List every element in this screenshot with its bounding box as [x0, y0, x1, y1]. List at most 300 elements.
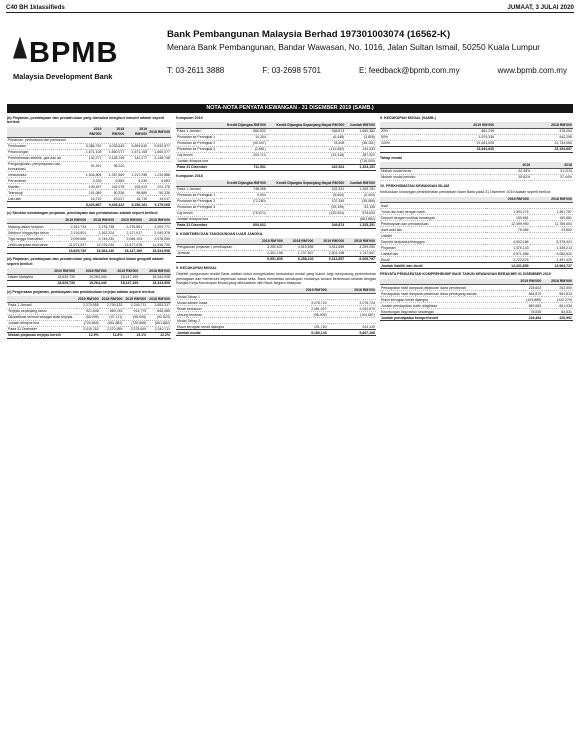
- total-cell: [7, 202, 80, 208]
- table-cell: (716,000): [345, 159, 376, 165]
- table-cell: Pada 1 Januari: [176, 129, 221, 135]
- column-header: 2018 RM'000: [87, 218, 115, 224]
- table-cell: 2,040,378: [143, 230, 171, 236]
- total-cell: Jumlah modal: [176, 330, 279, 336]
- table-cell: (720,846): [123, 320, 147, 326]
- column-header: Kredit Dijangka RM'000: [221, 180, 267, 186]
- total-cell: 8,423,667: [80, 202, 103, 208]
- table-cell: (561,882): [100, 320, 124, 326]
- table-cell: 78,530: [512, 309, 543, 315]
- table-cell: 560,632: [221, 129, 267, 135]
- table-cell: 2,240,711: [123, 302, 147, 308]
- table-cell: 19,264,440: [76, 274, 108, 280]
- total-cell: Nisbah pinjaman terjejas bersih: [7, 332, 76, 338]
- table-cell: (720,846): [76, 320, 100, 326]
- telephone: T: 03-2611 3888: [167, 66, 225, 75]
- total-cell: 609,632: [221, 223, 267, 229]
- total-cell: [7, 248, 59, 254]
- total-row: [7, 202, 171, 208]
- table-cell: 1,217,298: [125, 172, 148, 178]
- table-cell: Pertanian, perhutanan dan perikanan: [7, 137, 80, 143]
- financial-table: [7, 296, 171, 339]
- total-cell: 19,264,440: [87, 248, 115, 254]
- table-cell: 105,023: [125, 184, 148, 190]
- table-cell: 1,660,382: [345, 129, 376, 135]
- note-section: [176, 116, 376, 171]
- table-cell: 23,652: [530, 227, 573, 233]
- note-heading: Kumpulan 2019: [176, 116, 203, 120]
- total-cell: 18,344,908: [139, 280, 171, 286]
- table-cell: 942,298: [495, 135, 573, 141]
- table-cell: 1,544,804: [80, 172, 103, 178]
- total-cell: 6,258,102: [284, 257, 315, 263]
- table-cell: 10,254: [221, 135, 267, 141]
- financial-table: [7, 268, 171, 287]
- column-header: 2019 RM'000: [44, 268, 76, 274]
- table-cell: Pembiayaan dan pendahuluan: [380, 221, 486, 227]
- table-cell: 348,874: [267, 129, 345, 135]
- table-cell: 18,629,730: [44, 274, 76, 280]
- column-header: 2019 RM'000: [77, 296, 99, 301]
- fax: F: 03-2698 5701: [262, 66, 321, 75]
- table-cell: (92,523): [147, 314, 171, 320]
- table-cell: Liabiliti: [380, 233, 486, 239]
- table-cell: Jumlah dihapus kira: [176, 217, 221, 223]
- table-cell: Modal Tahap 1: [176, 294, 279, 300]
- column-header: 2019: [490, 162, 532, 168]
- table-cell: 9,082,620: [530, 251, 573, 257]
- column-header: Jumlah RM'000: [345, 180, 376, 186]
- table-cell: 5,375,924: [530, 239, 573, 245]
- financial-table: [380, 279, 573, 322]
- table-cell: 16,719: [80, 196, 103, 202]
- table-cell: 50,336: [148, 190, 171, 196]
- total-cell: 8,156,161: [125, 202, 148, 208]
- total-row: [7, 332, 171, 338]
- table-cell: Jumlah dihapus kira: [7, 320, 76, 326]
- table-cell: 5,239: [125, 178, 148, 184]
- table-cell: 1,747,547: [345, 251, 376, 257]
- table-cell: 1,394,176: [486, 209, 529, 215]
- table-cell: 150,681: [530, 215, 573, 221]
- table-cell: 5,239: [80, 178, 103, 184]
- table-cell: 1,660,077: [148, 149, 171, 155]
- notes-column-3: [380, 116, 573, 324]
- total-cell: Pada 31 Disember: [176, 223, 221, 229]
- column-header: 2018 RM'000: [149, 296, 170, 301]
- total-cell: 12.9%: [76, 332, 100, 338]
- table-cell: 18,147,169: [108, 274, 140, 280]
- table-cell: (193,889): [512, 297, 543, 303]
- table-cell: 2,127,917: [115, 230, 143, 236]
- note-section: [380, 184, 573, 269]
- table-cell: 2,749,234: [87, 236, 115, 242]
- table-cell: 16,719: [125, 196, 148, 202]
- table-cell: (2,400): [345, 193, 376, 199]
- total-cell: [176, 257, 253, 263]
- section-label: C40 BH 1klassifieds: [6, 4, 65, 11]
- column-header: 2019 RM'000: [108, 268, 140, 274]
- total-row: [380, 263, 573, 269]
- logo-wordmark: [13, 37, 157, 70]
- table-cell: Infrastruktur: [7, 172, 80, 178]
- table-cell: (104,687): [328, 312, 376, 318]
- column-header: 2018 RM'000: [143, 218, 171, 224]
- table-cell: 9,004: [221, 193, 267, 199]
- total-cell: 18,629,730: [44, 280, 76, 286]
- table-cell: 21,641,005: [417, 141, 495, 147]
- table-cell: 2,099,669: [59, 236, 87, 242]
- table-cell: Matang dalam setahun: [7, 224, 59, 230]
- table-cell: 4,902,186: [486, 239, 529, 245]
- table-cell: 1,747,547: [284, 251, 315, 257]
- column-header: 2018 RM'000: [328, 288, 376, 294]
- notes-column-2: [176, 116, 376, 339]
- table-cell: Rizab berkanun: [176, 306, 279, 312]
- table-cell: 53,195: [345, 205, 376, 211]
- total-cell: 12.2%: [147, 332, 171, 338]
- table-cell: Elaun kerugian kredit dijangka: [380, 297, 512, 303]
- table-cell: Keuntungan bagi tahun kewangan: [380, 309, 512, 315]
- notes-title: NOTA-NOTA PENYATA KEWANGAN - 31 DISEMBER 2019 (SAMB.): [7, 104, 573, 113]
- table-cell: Pendapatan hasil daripada pelaburan dana pendeposit: [380, 285, 512, 291]
- column-header: Kredit Dijangka Sepanjang Hayat RM'000: [267, 122, 345, 128]
- financial-table: [380, 197, 573, 270]
- financial-table: [380, 162, 573, 181]
- table-cell: Pelancongan: [7, 149, 80, 155]
- column-header: 2018 RM'000: [542, 279, 573, 285]
- table-cell: 150,681: [486, 215, 529, 221]
- table-cell: 1,579,336: [417, 135, 495, 141]
- table-cell: 2,341,733: [59, 224, 87, 230]
- table-cell: 1,497,420: [530, 257, 573, 263]
- table-cell: 50,336: [102, 190, 125, 196]
- table-cell: 37.44%: [531, 175, 573, 181]
- table-cell: 1,357,669: [102, 172, 125, 178]
- note-heading: 9. KECUKUPAN MODAL (SAMB.): [380, 116, 436, 120]
- table-cell: 12,076,244: [87, 242, 115, 248]
- table-cell: 98,220: [102, 161, 125, 171]
- table-cell: 101,089: [80, 190, 103, 196]
- total-cell: Jumlah liabiliti dan ekuiti: [380, 263, 486, 269]
- table-cell: Deposit dengan institusi kewangan: [380, 215, 486, 221]
- table-cell: 2,270,955: [76, 302, 100, 308]
- financial-table: [176, 122, 376, 171]
- table-cell: Setahun hingga tiga tahun: [7, 230, 59, 236]
- table-cell: (561,882): [147, 320, 171, 326]
- table-cell: -: [267, 159, 345, 165]
- table-cell: 6,899,049: [125, 143, 148, 149]
- table-cell: Modal saham biasa: [176, 300, 279, 306]
- total-cell: Jumlah pendapatan komprehensif: [380, 315, 512, 321]
- table-cell: Nisbah modal berisiko: [380, 175, 490, 181]
- table-cell: 2,276,581: [115, 224, 143, 230]
- table-cell: Pindahan ke Peringkat 2: [176, 141, 221, 147]
- table-cell: 11,677,478: [115, 242, 143, 248]
- column-header: 2019 RM'000: [486, 197, 529, 203]
- table-cell: 142,277: [80, 155, 103, 161]
- column-header: 2019 RM'000: [512, 279, 543, 285]
- total-cell: 422,524: [267, 165, 345, 171]
- total-cell: 1,325,251: [345, 223, 376, 229]
- table-cell: 107,346: [267, 199, 345, 205]
- table-cell: (97,171): [100, 314, 124, 320]
- note-heading: 8. KOMITMEN DAN TANGGUNGAN LUAR JANGKA: [176, 232, 263, 236]
- table-cell: (6,604): [267, 193, 345, 199]
- table-cell: 3,386,752: [80, 143, 103, 149]
- table-cell: 3,250,637: [253, 245, 284, 251]
- table-cell: 661,934: [542, 303, 573, 309]
- table-cell: Maritim: [7, 184, 80, 190]
- table-cell: 12,399,990: [486, 221, 529, 227]
- table-cell: 224,129: [328, 324, 376, 330]
- total-cell: 11.8%: [100, 332, 124, 338]
- bank-info: [157, 17, 573, 100]
- table-cell: Pindahan ke Peringkat 1: [176, 135, 221, 141]
- total-row: [176, 165, 376, 171]
- table-cell: Deposit daripada pelanggan: [380, 239, 486, 245]
- column-header: 2019 RM'000: [125, 296, 147, 301]
- table-cell: Elaun kerugian kredit dijangka: [176, 324, 279, 330]
- table-cell: Lain-lain: [7, 196, 80, 202]
- table-cell: Aset: [380, 203, 486, 209]
- table-cell: 142,277: [125, 155, 148, 161]
- table-cell: 2,148,748: [148, 155, 171, 161]
- financial-table: [176, 288, 376, 337]
- total-row: [176, 257, 376, 263]
- total-cell: 711,531: [221, 165, 267, 171]
- table-cell: Liabiliti lain: [380, 251, 486, 257]
- table-cell: 2,148,748: [102, 155, 125, 161]
- table-cell: (40,347): [221, 141, 267, 147]
- table-cell: 2,301,198: [314, 251, 345, 257]
- table-cell: 11,789,604: [530, 221, 573, 227]
- table-cell: 50%: [380, 135, 417, 141]
- table-cell: 6,583: [148, 178, 171, 184]
- date-label: JUMAAT, 3 JULAI 2020: [507, 4, 574, 11]
- table-cell: Lebih daripada lima tahun: [7, 242, 59, 248]
- table-row: [7, 161, 171, 171]
- column-header: 2019 RM'000: [80, 127, 103, 138]
- table-cell: Jaminan: [176, 251, 253, 257]
- table-cell: Pengaturan pinjaman / pembiayaan: [176, 245, 253, 251]
- financial-table: [176, 180, 376, 229]
- total-cell: 13.1%: [123, 332, 147, 338]
- table-cell: (35,086): [345, 199, 376, 205]
- column-header: Kredit Dijangka Sepanjang Hayat RM'000: [267, 180, 345, 186]
- financial-table: [380, 122, 573, 153]
- table-cell: 2,378,649: [123, 326, 147, 332]
- table-cell: Teknologi: [7, 190, 80, 196]
- column-header: 2018 RM'000: [148, 127, 171, 138]
- total-cell: 23,154,657: [495, 147, 573, 153]
- table-cell: [125, 161, 148, 171]
- table-cell: 2,653,317: [147, 302, 171, 308]
- table-cell: 105,457: [80, 184, 103, 190]
- table-cell: (131,652): [267, 147, 345, 153]
- total-cell: 220,991: [542, 315, 573, 321]
- column-header: 2018 RM'000: [139, 268, 171, 274]
- table-cell: 845,085: [147, 308, 171, 314]
- table-cell: 2,032,879: [328, 306, 376, 312]
- note-section: [380, 156, 573, 181]
- table-cell: (561,882): [345, 217, 376, 223]
- table-cell: 98,889: [125, 190, 148, 196]
- note-heading: Kumpulan 2018: [176, 174, 203, 178]
- table-cell: 2,162,224: [87, 230, 115, 236]
- table-cell: -: [221, 217, 267, 223]
- column-header: 2019 RM'000: [279, 288, 327, 294]
- total-cell: 216,484: [512, 315, 543, 321]
- table-cell: 2,209,771: [143, 224, 171, 230]
- table-cell: (3,808): [345, 135, 376, 141]
- note-heading: (c) Struktur kematangan pinjaman, pembiayaan dan pendahuluan adalah seperti berikut:: [7, 211, 158, 216]
- note-heading: Tahap modal: [380, 156, 402, 160]
- notes-column-1: [7, 116, 171, 342]
- total-cell: 18,629,730: [59, 248, 87, 254]
- table-cell: 1,671,108: [125, 149, 148, 155]
- total-cell: 9,175,008: [148, 202, 171, 208]
- triangle-mark-icon: [13, 37, 27, 59]
- total-cell: 6,006,797: [345, 257, 376, 263]
- table-cell: Caj bersih: [176, 153, 221, 159]
- column-header: Kredit Dijangka RM'000: [221, 122, 267, 128]
- table-cell: Pinjaman: [380, 245, 486, 251]
- table-row: [380, 175, 573, 181]
- table-header-row: [7, 127, 171, 138]
- table-cell: [148, 161, 171, 171]
- column-header: [7, 127, 80, 138]
- logo-tagline: Malaysia Development Bank: [13, 71, 113, 81]
- bpmb-logo: [7, 17, 157, 100]
- column-header: 2018: [531, 162, 573, 168]
- table-cell: Pada 31 Disember: [7, 326, 76, 332]
- table-cell: Modal Tahap 2: [176, 318, 279, 324]
- table-cell: 19,017: [148, 196, 171, 202]
- total-cell: [7, 280, 44, 286]
- note-heading: (e) Pergerakan pinjaman, pembiayaan dan pendahuluan terjejas adalah seperti berikut:: [7, 289, 156, 294]
- table-cell: Pendapatan hasil daripada pelaburan dana pemegang saham: [380, 291, 512, 297]
- table-cell: Pindahan ke Peringkat 2: [176, 199, 221, 205]
- table-cell: Nisbah modal teras: [380, 169, 490, 175]
- table-cell: 1,375,143: [486, 245, 529, 251]
- table-cell: 3,078,724: [279, 300, 327, 306]
- table-cell: Pada 1 Januari: [7, 302, 76, 308]
- table-cell: -: [221, 159, 267, 165]
- total-cell: 18,147,169: [115, 248, 143, 254]
- logo-text: BPMB: [29, 36, 119, 69]
- total-cell: [380, 147, 417, 153]
- table-cell: 2,240,711: [147, 326, 171, 332]
- table-cell: 2,065,193: [115, 236, 143, 242]
- email-link[interactable]: E: feedback@bpmb.com.my: [358, 66, 460, 75]
- table-cell: 100%: [380, 141, 417, 147]
- table-cell: 914,779: [123, 308, 147, 314]
- column-header: 2018 RM'000: [495, 122, 573, 128]
- column-header: 2019 RM'000: [417, 122, 495, 128]
- table-cell: 1,671,108: [80, 149, 103, 155]
- table-cell: 20%: [380, 129, 417, 135]
- website-link[interactable]: www.bpmb.com.my: [497, 66, 567, 75]
- table-cell: 689,583: [512, 303, 543, 309]
- column-header: 2018 RM'000: [345, 238, 376, 244]
- table-cell: 287,922: [345, 153, 376, 159]
- table-cell: (72,260): [221, 199, 267, 205]
- total-cell: Pada 31 Disember: [176, 165, 221, 171]
- table-cell: 561,813: [542, 291, 573, 297]
- table-cell: 9,532,577: [148, 143, 171, 149]
- note-section: [176, 266, 376, 336]
- table-cell: 4,510,555: [284, 245, 315, 251]
- table-cell: 32.35%: [490, 169, 532, 175]
- table-cell: 84,531: [542, 309, 573, 315]
- table-cell: 78,498: [267, 141, 345, 147]
- table-row: [7, 155, 171, 161]
- total-cell: 5,647,168: [328, 330, 376, 336]
- note-section: [7, 211, 171, 254]
- table-cell: 2,216,801: [59, 230, 87, 236]
- column-header: 2018 RM'000: [530, 197, 573, 203]
- table-cell: (98,905): [279, 312, 327, 318]
- table-cell: (75,570): [221, 211, 267, 217]
- table-cell: (43,316): [267, 153, 345, 159]
- table-cell: Pembuatan: [7, 143, 80, 149]
- table-cell: 1,295,781: [345, 187, 376, 193]
- table-cell: (2,681): [221, 147, 267, 153]
- total-cell: 5,312,857: [314, 257, 345, 263]
- table-cell: (55,995): [76, 314, 100, 320]
- table-cell: Aset-aset lain: [380, 227, 486, 233]
- table-cell: Tunai dan baki dengan bank: [380, 209, 486, 215]
- table-cell: 2,415,762: [76, 326, 100, 332]
- bank-address: Menara Bank Pembangunan, Bandar Wawasan, No. 1016, Jalan Sultan Ismail, 50250 Kuala Lumpur: [167, 42, 541, 52]
- table-cell: Ekuiti: [380, 257, 486, 263]
- table-cell: 242,078: [102, 184, 125, 190]
- note-paragraph: Objektif pengurusan modal Bank adalah untuk mengekalkan kedudukan modal yang kukuh bagi menyokong pertumbuhan perniagaan dan memenuhi keperluan kawal selia. Bank memantau kecukupan modalnya secara berterusan selaras dengan Rangka Kerja Kecukupan Modal yang dikeluarkan oleh Bank Negara Malaysia.: [176, 272, 376, 286]
- table-cell: 9,571,966: [486, 251, 529, 257]
- table-cell: 1,660,077: [102, 149, 125, 155]
- total-cell: 18,147,169: [108, 280, 140, 286]
- table-cell: 218,602: [512, 285, 543, 291]
- table-cell: Jumlah dihapus kira: [176, 159, 221, 165]
- table-cell: 134,333: [345, 147, 376, 153]
- note-heading: 9. KECUKUPAN MODAL: [176, 266, 217, 270]
- note-section: [380, 116, 573, 153]
- table-cell: Tiga hingga lima tahun: [7, 236, 59, 242]
- table-cell: (38,151): [345, 141, 376, 147]
- table-cell: Pengangkutan, penyimpanan dan komunikasi: [7, 161, 80, 171]
- table-cell: 200,713: [221, 153, 267, 159]
- total-cell: 349,874: [267, 223, 345, 229]
- financial-table: [7, 218, 171, 255]
- total-cell: 23,642,630: [417, 147, 495, 153]
- table-cell: Caj bersih: [176, 211, 221, 217]
- note-section: [176, 174, 376, 229]
- column-header: Jumlah RM'000: [345, 122, 376, 128]
- table-cell: Perkhidmatan elektrik, gas dan air: [7, 155, 80, 161]
- table-cell: Dalam Malaysia: [7, 274, 44, 280]
- note-section: [7, 290, 171, 339]
- note-heading: 10. PERKHIDMATAN KEWANGAN ISLAM: [380, 184, 450, 188]
- table-cell: 1,722,476: [486, 257, 529, 263]
- table-cell: (6,446): [267, 135, 345, 141]
- table-cell: 422,331: [267, 187, 345, 193]
- table-cell: 860,745: [100, 308, 124, 314]
- column-header: 2019 RM'000: [59, 218, 87, 224]
- total-cell: 13,964,727: [530, 263, 573, 269]
- table-cell: 18,344,908: [139, 274, 171, 280]
- table-cell: 2,270,955: [100, 326, 124, 332]
